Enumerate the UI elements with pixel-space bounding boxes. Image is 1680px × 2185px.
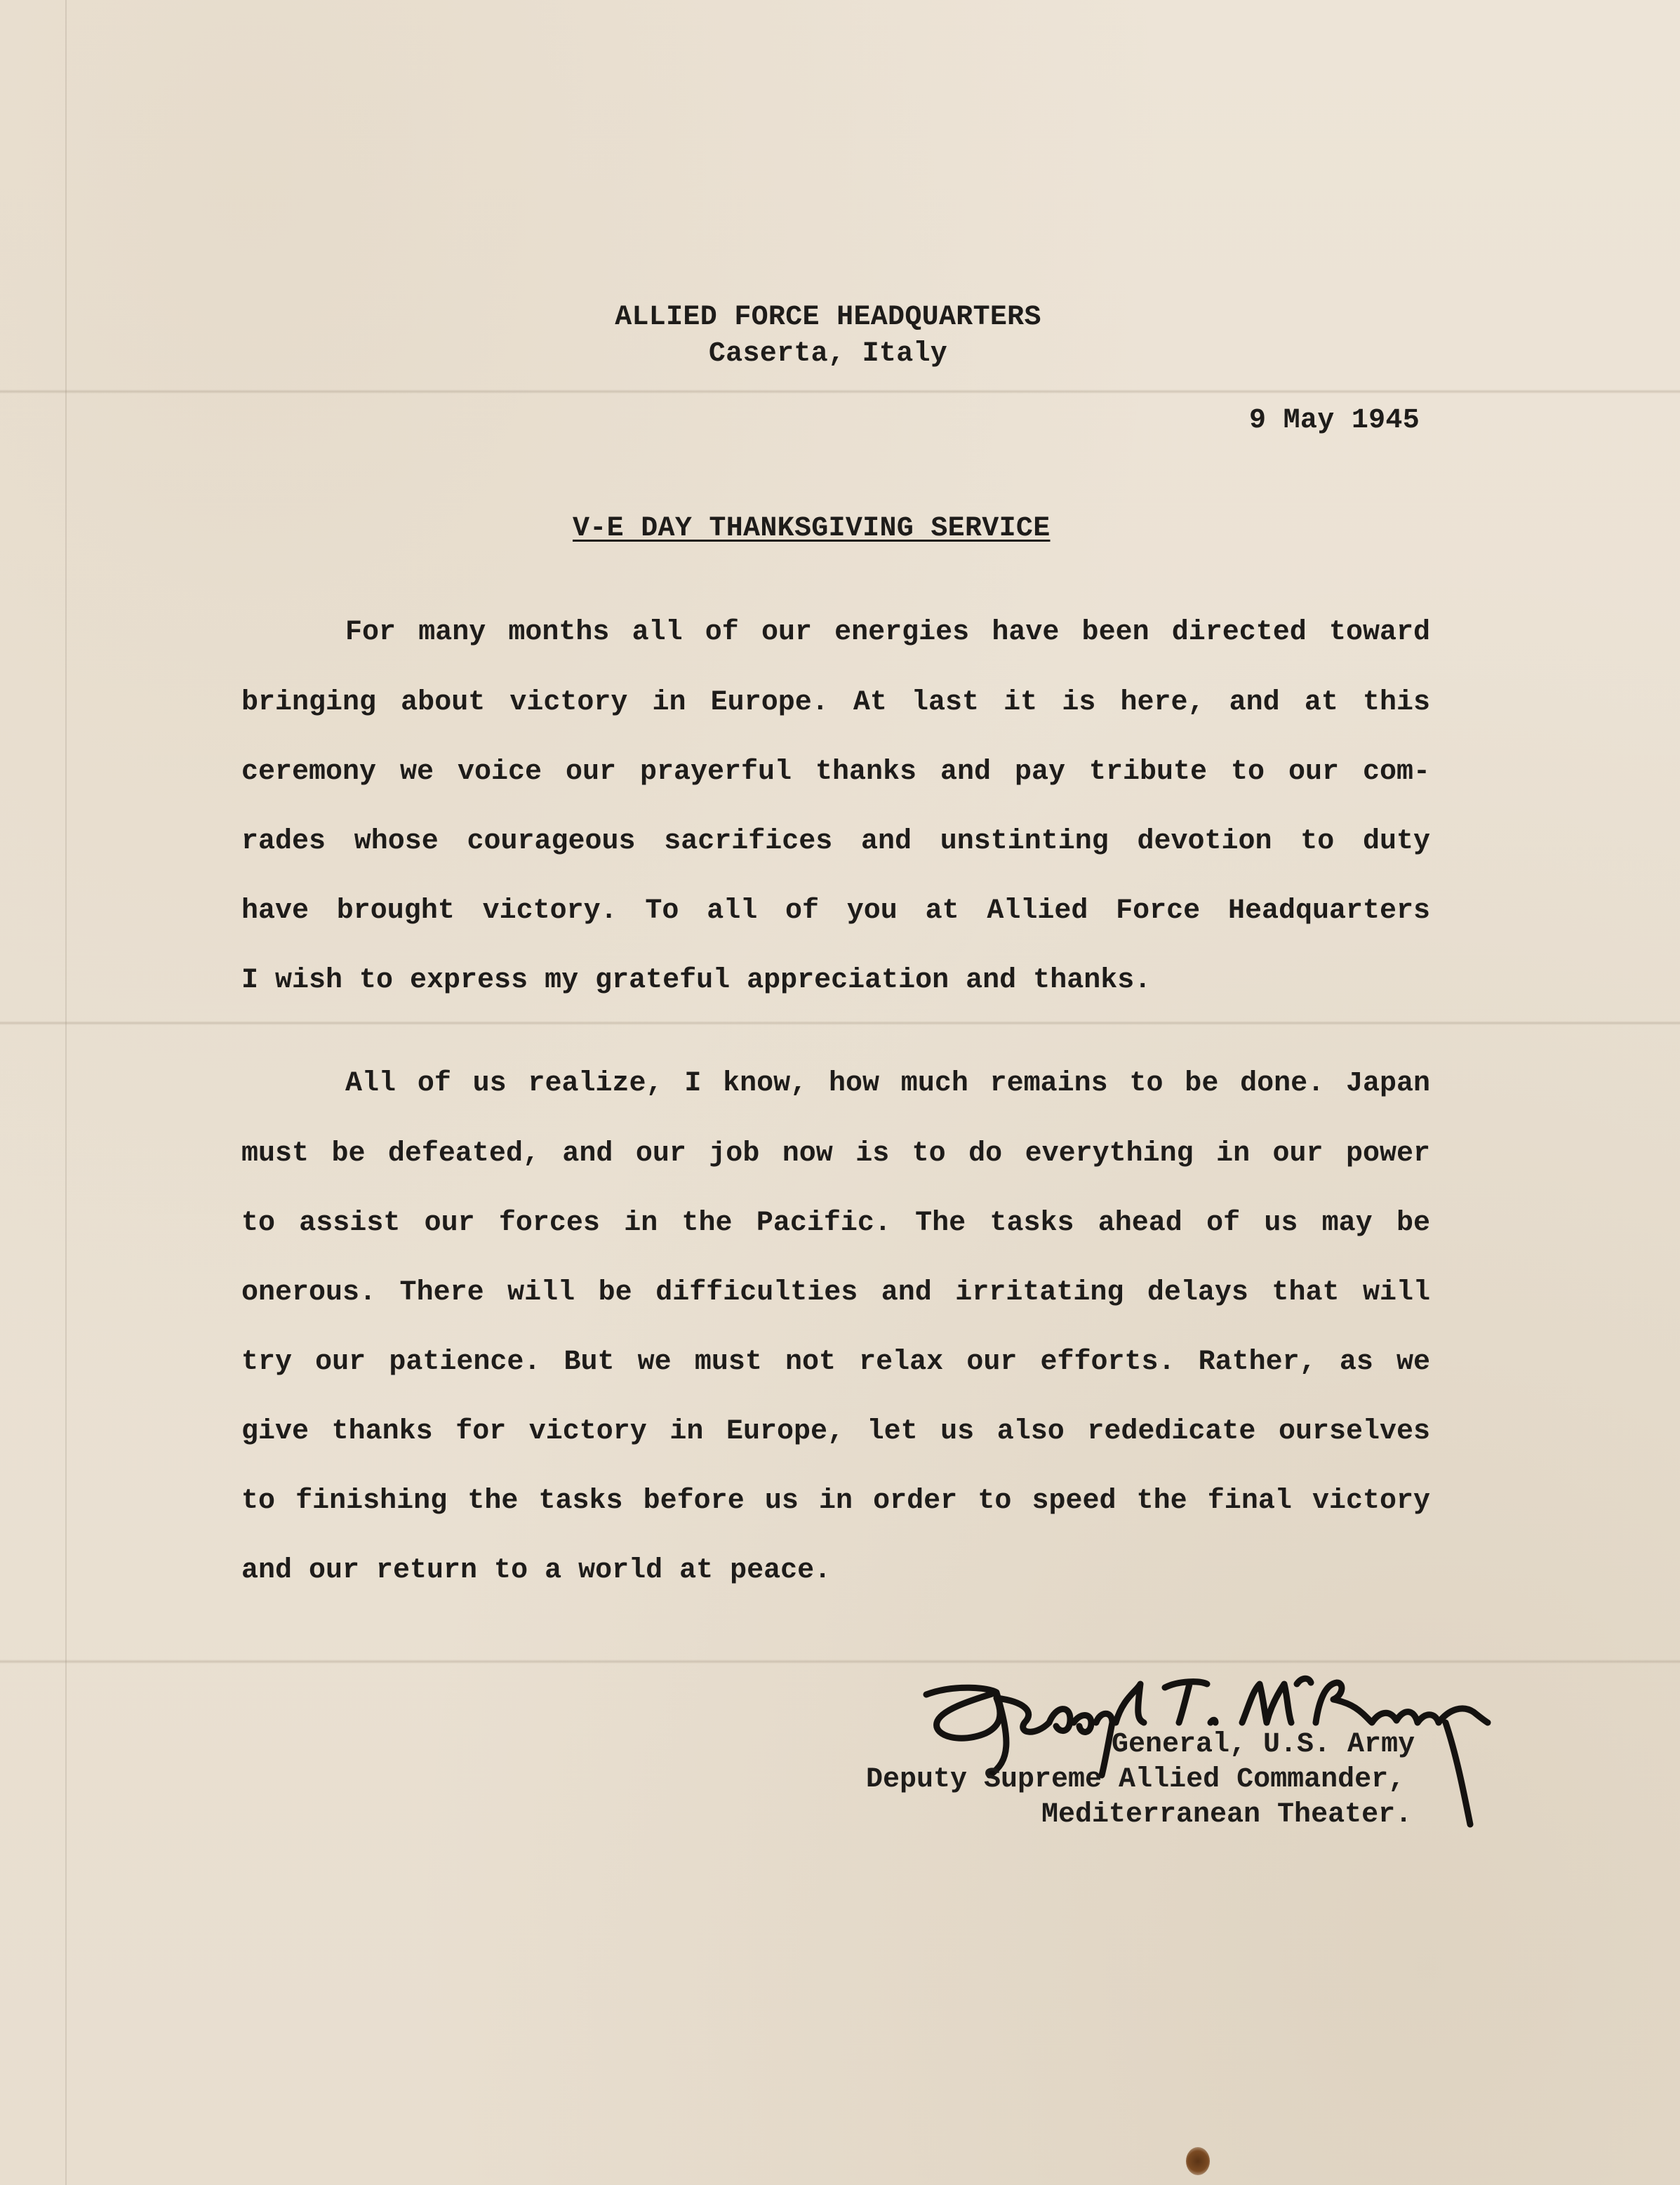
paragraph-line: For many months all of our energies have been directed toward bbox=[345, 617, 1430, 648]
paragraph-line: rades whose courageous sacrifices and unstinting devotion to duty bbox=[241, 826, 1430, 857]
margin-line bbox=[65, 0, 67, 2185]
signature-theater: Mediterranean Theater. bbox=[1041, 1799, 1413, 1831]
document-title: V-E DAY THANKSGIVING SERVICE bbox=[573, 513, 1051, 544]
paragraph-line: must be defeated, and our job now is to do everything in our power bbox=[241, 1138, 1430, 1170]
signature-title: Deputy Supreme Allied Commander, bbox=[866, 1764, 1406, 1796]
paragraph-line: onerous. There will be difficulties and irritating delays that will bbox=[241, 1277, 1430, 1309]
paragraph-line: All of us realize, I know, how much remains to be done. Japan bbox=[345, 1068, 1430, 1100]
letter-date: 9 May 1945 bbox=[1249, 405, 1420, 436]
ink-stain bbox=[1186, 2147, 1210, 2175]
paragraph-line: have brought victory. To all of you at Allied Force Headquarters bbox=[241, 895, 1430, 927]
letterhead-line1: ALLIED FORCE HEADQUARTERS bbox=[615, 302, 1041, 333]
paragraph-line: to finishing the tasks before us in order to speed the final victory bbox=[241, 1485, 1430, 1517]
paragraph-line: to assist our forces in the Pacific. The tasks ahead of us may be bbox=[241, 1208, 1430, 1239]
paragraph-line: I wish to express my grateful appreciation and thanks. bbox=[241, 965, 1152, 996]
paragraph-line: bringing about victory in Europe. At last it is here, and at this bbox=[241, 687, 1430, 719]
paragraph-line: ceremony we voice our prayerful thanks and pay tribute to our com- bbox=[241, 756, 1430, 788]
letterhead-line2: Caserta, Italy bbox=[708, 338, 948, 370]
paragraph-line: give thanks for victory in Europe, let us also rededicate ourselves bbox=[241, 1416, 1430, 1448]
signature-rank: General, U.S. Army bbox=[1112, 1729, 1415, 1760]
fold-crease bbox=[0, 389, 1680, 394]
paragraph-line: try our patience. But we must not relax our efforts. Rather, as we bbox=[241, 1347, 1430, 1378]
paragraph-line: and our return to a world at peace. bbox=[241, 1555, 832, 1586]
fold-crease bbox=[0, 1021, 1680, 1025]
